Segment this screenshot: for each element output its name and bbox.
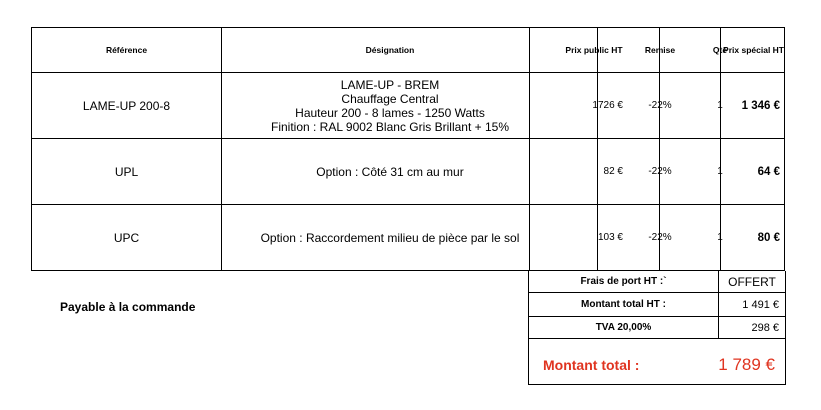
- subtotal-row: [529, 293, 785, 317]
- column-divider: [221, 28, 222, 270]
- subtotal-value: 1 491 €: [718, 293, 785, 316]
- header-reference: Référence: [105, 45, 148, 55]
- cell-reference: UPC: [113, 230, 140, 245]
- column-divider: [597, 28, 598, 270]
- designation-line: Hauteur 200 - 8 lames - 1250 Watts: [295, 105, 485, 120]
- tva-value: 298 €: [718, 317, 785, 338]
- cell-designation: Option : Côté 31 cm au mur: [316, 164, 464, 179]
- designation-line: Finition : RAL 9002 Blanc Gris Brillant + 15%: [270, 119, 509, 134]
- header-prix-special: Prix spécial HT: [723, 45, 784, 55]
- cell-prix-special: 64 €: [757, 165, 780, 178]
- cell-remise: -22%: [648, 166, 672, 177]
- table-row: [32, 139, 784, 205]
- cell-qte: 1: [717, 232, 723, 243]
- grand-total-value: 1 789 €: [718, 355, 775, 374]
- cell-qte: 1: [717, 166, 723, 177]
- tva-row: [529, 317, 785, 339]
- shipping-label: Frais de port HT :`: [580, 276, 667, 287]
- cell-reference: UPL: [114, 164, 139, 179]
- column-divider: [529, 28, 530, 270]
- cell-remise: -22%: [648, 100, 672, 111]
- header-remise: Remise: [644, 45, 676, 55]
- totals-box: [528, 271, 786, 385]
- cell-prix-special: 1 346 €: [741, 99, 780, 112]
- table-row: [32, 73, 784, 139]
- subtotal-label: Montant total HT :: [581, 299, 666, 310]
- cell-prix-public: 103 €: [597, 232, 623, 243]
- table-header-row: [32, 28, 784, 73]
- header-designation: Désignation: [365, 45, 415, 55]
- cell-prix-public: 1726 €: [592, 100, 623, 111]
- cell-remise: -22%: [648, 232, 672, 243]
- quote-table: [31, 27, 785, 271]
- header-prix-public: Prix public HT: [565, 45, 623, 55]
- cell-reference: LAME-UP 200-8: [82, 98, 171, 113]
- shipping-value: OFFERT: [718, 271, 785, 292]
- column-divider: [720, 28, 721, 270]
- shipping-row: [529, 271, 785, 293]
- cell-prix-public: 82 €: [603, 166, 623, 177]
- cell-prix-special: 80 €: [757, 231, 780, 244]
- cell-designation: Option : Raccordement milieu de pièce par le sol: [260, 230, 520, 245]
- designation-line: LAME-UP - BREM: [340, 77, 440, 92]
- payment-note: Payable à la commande: [60, 300, 196, 314]
- cell-designation: [221, 73, 559, 138]
- column-divider: [659, 28, 660, 270]
- header-qte: Qté: [712, 45, 728, 55]
- designation-line: Chauffage Central: [341, 91, 439, 106]
- grand-total-label: Montant total :: [543, 357, 640, 373]
- cell-qte: 1: [717, 100, 723, 111]
- table-row: [32, 205, 784, 271]
- tva-label: TVA 20,00%: [595, 322, 652, 333]
